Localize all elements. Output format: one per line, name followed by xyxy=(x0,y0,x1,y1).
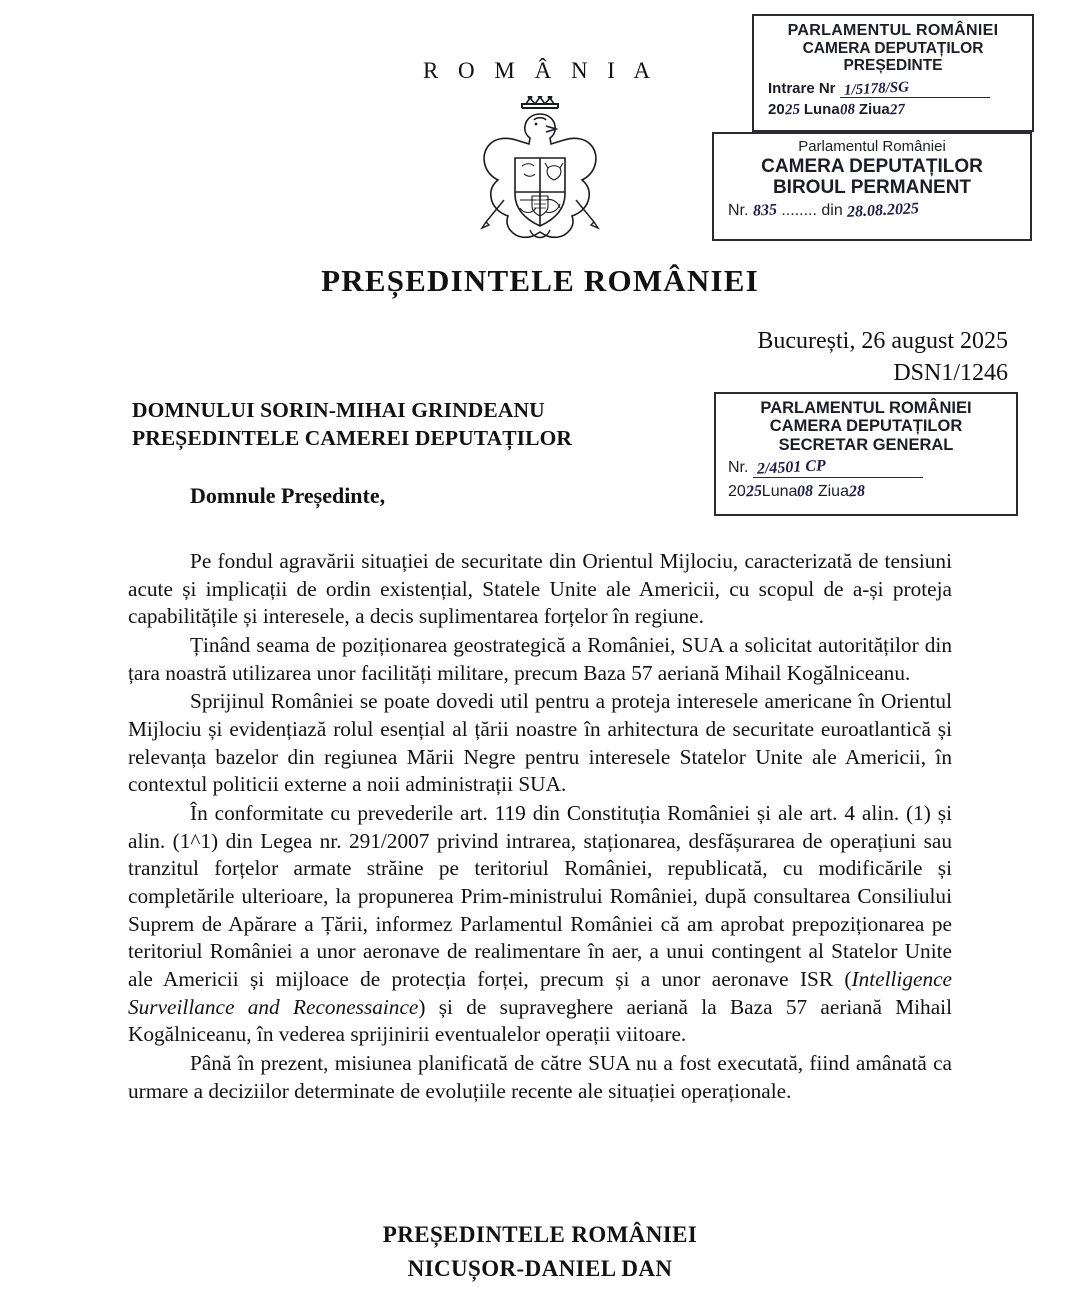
stamp-secretar-month-label: Luna xyxy=(761,483,798,501)
stamp-intrare-year-label: 20 xyxy=(768,101,785,119)
stamp-secretar-general xyxy=(714,392,1018,516)
paragraph-4-italic-term: Intelligence Surveillance and Reconessaince xyxy=(128,967,952,1019)
stamp-intrare-nr-label: Intrare Nr xyxy=(768,79,836,97)
stamp-biroul-permanent xyxy=(712,132,1032,241)
stamp-intrare-nr-value: 1/5178/SG xyxy=(843,78,910,99)
stamp-secretar-nr-label: Nr. xyxy=(728,459,749,477)
registration-number: DSN1/1246 xyxy=(893,360,1008,386)
stamp-line-3: PREȘEDINTE xyxy=(843,57,943,75)
salutation: Domnule Președinte, xyxy=(190,483,386,508)
stamp-secretar-date-row xyxy=(716,483,1016,501)
stamp-secretar-month-value: 08 xyxy=(796,482,814,501)
stamp-camera-deputatilor-presedinte xyxy=(752,14,1034,132)
addressee-function: PREȘEDINTELE CAMEREI DEPUTAȚILOR xyxy=(132,426,573,451)
paragraph-4 xyxy=(128,800,952,1049)
signature-title: PREȘEDINTELE ROMÂNIEI xyxy=(382,1222,698,1248)
stamp-birou-nr-value: 835 xyxy=(752,201,778,220)
stamp-intrare-day-value: 27 xyxy=(889,102,906,119)
stamp-birou-line-2: CAMERA DEPUTAȚILOR xyxy=(761,155,983,177)
stamp-line-2: CAMERA DEPUTAȚILOR xyxy=(802,39,984,57)
paragraph-3: Sprijinul României se poate dovedi util pentru a proteja interesele americane în Orientul Mijlociu și evidențiază rolul esențial al țării noastre în arhitectura de securitate euroatlantică și relevanța bazelor din regiunea Mării Negre pentru interesele Statelor Unite ale Americii, în contextul politicii externe a noii administrații SUA. xyxy=(128,689,952,797)
stamp-secretar-line-3: SECRETAR GENERAL xyxy=(778,435,954,454)
document-body xyxy=(128,548,952,1105)
stamp-birou-nr-row xyxy=(714,202,1030,220)
paragraph-2: Ținând seama de poziționarea geostrategică a României, SUA a solicitat autorităților din țara noastră utilizarea unor facilități militare, precum Baza 57 aeriană Mihail Kogălniceanu. xyxy=(128,633,952,685)
paragraph-4-part-2: ) și de supraveghere aeriană la Baza 57 aeriană Mihail Kogălniceanu, în vederea sprijinirii eventualelor operații viitoare. xyxy=(128,994,952,1047)
paragraph-5: Până în prezent, misiunea planificată de către SUA nu a fost executată, fiind amânată ca urmare a deciziilor determinate de evoluțiile recente ale situației operaționale. xyxy=(128,1051,952,1103)
stamp-secretar-line-1: PARLAMENTUL ROMÂNIEI xyxy=(760,399,972,417)
stamp-secretar-year-value: 25 xyxy=(745,482,763,501)
paragraph-1: Pe fondul agravării situației de securitate din Orientul Mijlociu, caracterizată de tensiuni acute și implicații de ordin existențial, Statele Unite ale Americii, cu scopul de a-și proteja capabilitățile și interesele, a decis suplimentarea forțelor în regiune. xyxy=(128,549,952,629)
stamp-secretar-day-value: 28 xyxy=(848,482,866,501)
stamp-secretar-nr-row xyxy=(716,459,1016,478)
stamp-secretar-line-2: CAMERA DEPUTAȚILOR xyxy=(769,417,963,436)
stamp-birou-dots-1: ........ xyxy=(781,202,817,220)
stamp-birou-line-1: Parlamentul României xyxy=(798,138,946,155)
addressee-name: DOMNULUI SORIN-MIHAI GRINDEANU xyxy=(132,398,545,422)
paragraph-4-part-1: În conformitate cu prevederile art. 119 din Constituția României și ale art. 4 alin. (1) și alin. (1^1) din Legea nr. 291/2007 privind intrarea, staționarea, desfășurarea de operațiuni sau tranzitul forțelor armate străine pe teritoriul României, republicată, cu modificările și completările ulterioare, la propunerea Prim-ministrului României, după consultarea Consiliului Suprem de Apărare a Țării, informez Parlamentul României că am aprobat prepoziționarea pe teritoriul României a unor aeronave de realimentare în aer, a unui contingent al Statelor Unite ale Americii și mijloace de protecția forței, precum și a unor aeronave ISR ( xyxy=(128,801,952,992)
stamp-secretar-year-label: 20 xyxy=(728,483,746,501)
signature-block xyxy=(0,1218,1080,1285)
stamp-intrare-month-value: 08 xyxy=(839,102,856,119)
stamp-birou-nr-label: Nr. xyxy=(728,202,749,220)
stamp-intrare-day-label: Ziua xyxy=(858,101,890,119)
stamp-intrare-year-value: 25 xyxy=(784,102,801,119)
stamp-secretar-day-label: Ziua xyxy=(817,483,849,501)
stamp-intrare-nr-row xyxy=(754,78,1032,99)
stamp-birou-line-3: BIROUL PERMANENT xyxy=(772,177,972,199)
place-and-date: București, 26 august 2025 xyxy=(757,328,1008,354)
addressee-block xyxy=(132,396,572,453)
stamp-birou-din-label: din xyxy=(821,202,843,220)
stamp-secretar-nr-value: 2/4501 CP xyxy=(756,457,827,479)
page-title: PREȘEDINTELE ROMÂNIEI xyxy=(321,263,759,298)
stamp-birou-din-value: 28.08.2025 xyxy=(846,200,920,222)
country-heading: R O M Â N I A xyxy=(422,58,658,83)
stamp-line-1: PARLAMENTUL ROMÂNIEI xyxy=(787,22,999,39)
stamp-intrare-date-row xyxy=(754,102,1032,119)
romania-coat-of-arms-icon xyxy=(460,96,620,261)
signature-name: NICUȘOR-DANIEL DAN xyxy=(407,1255,673,1281)
stamp-intrare-month-label: Luna xyxy=(803,101,840,119)
